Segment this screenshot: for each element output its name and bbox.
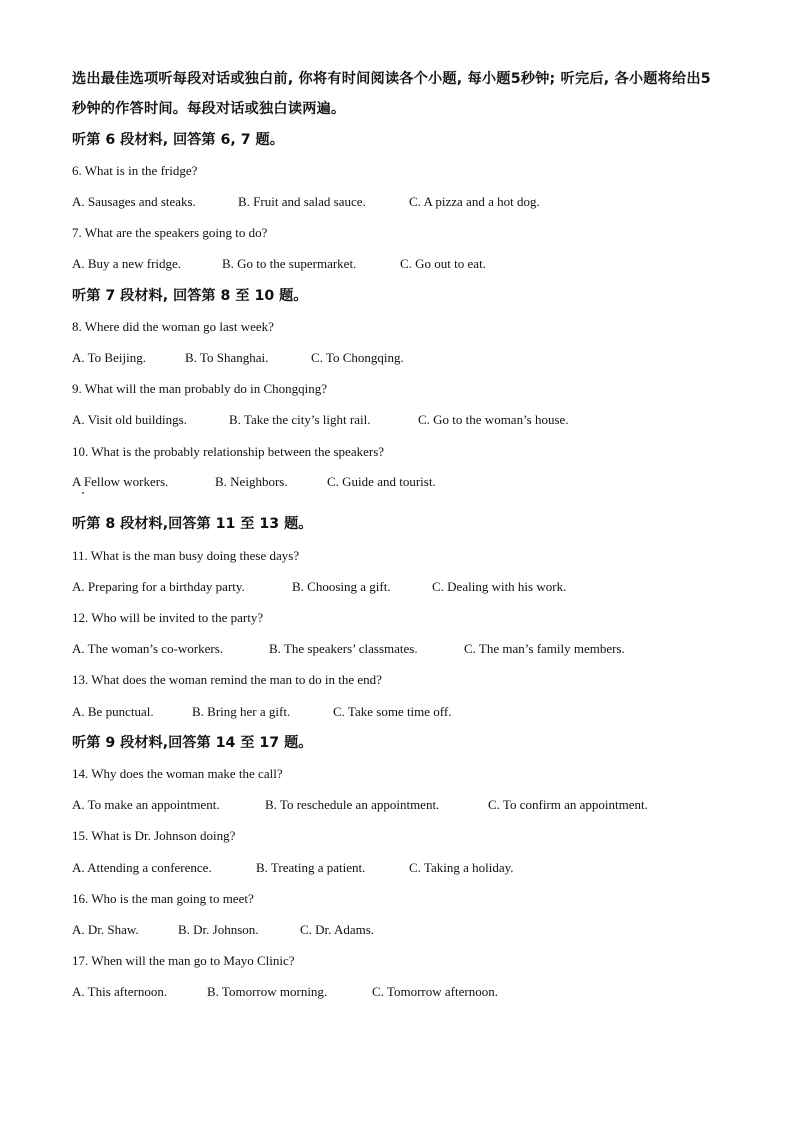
option-c: C. Go to the woman’s house. xyxy=(418,412,569,427)
question-text: 6. What is in the fridge? xyxy=(72,163,198,178)
option-b: B. Tomorrow morning. xyxy=(207,984,328,999)
option-b: B. Take the city’s light rail. xyxy=(229,412,371,427)
option-b: B. Dr. Johnson. xyxy=(178,922,259,937)
option-c: C. To confirm an appointment. xyxy=(488,797,648,812)
option-a: A. Sausages and steaks. xyxy=(72,194,196,209)
section-heading: 听第 6 段材料, 回答第 6, 7 题。 xyxy=(72,132,284,148)
question-text: 7. What are the speakers going to do? xyxy=(72,225,268,240)
option-b: B. Choosing a gift. xyxy=(292,579,391,594)
option-a: A. This afternoon. xyxy=(72,984,168,999)
option-c: C. Dr. Adams. xyxy=(300,922,375,937)
stray-mark xyxy=(82,492,84,494)
option-c: C. Taking a holiday. xyxy=(409,860,514,875)
option-c: C. Take some time off. xyxy=(333,704,452,719)
option-a: A. The woman’s co-workers. xyxy=(72,641,224,656)
option-c: C. The man’s family members. xyxy=(464,641,625,656)
option-b: B. Treating a patient. xyxy=(256,860,366,875)
option-a: A Fellow workers. xyxy=(72,474,169,489)
option-b: B. Fruit and salad sauce. xyxy=(238,194,366,209)
option-a: A. Visit old buildings. xyxy=(72,412,187,427)
question-text: 9. What will the man probably do in Chongqing? xyxy=(72,381,328,396)
section-heading: 听第 7 段材料, 回答第 8 至 10 题。 xyxy=(72,288,308,304)
option-b: B. Bring her a gift. xyxy=(192,704,291,719)
question-text: 10. What is the probably relationship between the speakers? xyxy=(72,444,385,459)
question-text: 11. What is the man busy doing these days? xyxy=(72,548,300,563)
section-heading: 听第 8 段材料,回答第 11 至 13 题。 xyxy=(72,516,313,532)
option-c: C. A pizza and a hot dog. xyxy=(409,194,540,209)
option-c: C. To Chongqing. xyxy=(311,350,404,365)
question-text: 12. Who will be invited to the party? xyxy=(72,610,264,625)
question-text: 14. Why does the woman make the call? xyxy=(72,766,283,781)
question-text: 17. When will the man go to Mayo Clinic? xyxy=(72,953,295,968)
option-b: B. Neighbors. xyxy=(215,474,288,489)
option-a: A. To Beijing. xyxy=(72,350,146,365)
option-b: B. The speakers’ classmates. xyxy=(269,641,418,656)
option-a: A. Preparing for a birthday party. xyxy=(72,579,245,594)
instructions: 选出最佳选项听每段对话或独白前, 你将有时间阅读各个小题, 每小题5秒钟; 听完后, 各小题将给出5秒钟的作答时间。每段对话或独白读两遍。 xyxy=(72,71,711,117)
option-a: A. To make an appointment. xyxy=(72,797,220,812)
question-text: 15. What is Dr. Johnson doing? xyxy=(72,828,236,843)
section-heading: 听第 9 段材料,回答第 14 至 17 题。 xyxy=(72,735,313,751)
option-c: C. Guide and tourist. xyxy=(327,474,436,489)
question-text: 8. Where did the woman go last week? xyxy=(72,319,274,334)
option-b: B. To Shanghai. xyxy=(185,350,269,365)
option-a: A. Buy a new fridge. xyxy=(72,256,182,271)
question-text: 16. Who is the man going to meet? xyxy=(72,891,254,906)
question-text: 13. What does the woman remind the man to do in the end? xyxy=(72,672,382,687)
option-a: A. Dr. Shaw. xyxy=(72,922,139,937)
option-c: C. Go out to eat. xyxy=(400,256,486,271)
option-c: C. Dealing with his work. xyxy=(432,579,567,594)
option-b: B. To reschedule an appointment. xyxy=(265,797,440,812)
option-c: C. Tomorrow afternoon. xyxy=(372,984,498,999)
option-a: A. Be punctual. xyxy=(72,704,154,719)
option-b: B. Go to the supermarket. xyxy=(222,256,357,271)
option-a: A. Attending a conference. xyxy=(72,860,212,875)
